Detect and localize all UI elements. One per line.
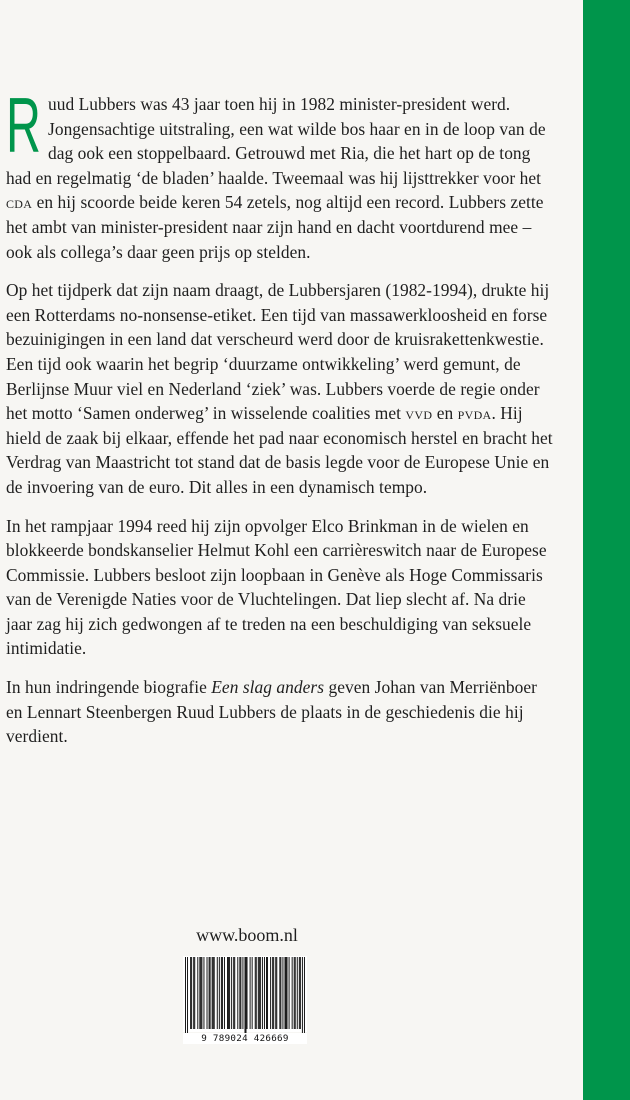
vvd-abbrev: vvd — [405, 403, 433, 424]
barcode-bar — [297, 957, 298, 1029]
barcode-bar — [275, 957, 276, 1029]
barcode-bar — [210, 957, 211, 1029]
barcode-bar — [295, 957, 296, 1029]
paragraph-2-text: Op het tijdperk dat zijn naam draagt, de Lubbersjaren (1982-1994), drukte hij een Rotterdams no-nonsense-etiket. Een tijd van massawerkloosheid en forse bezuinigingen in een land dat verscheurd werd door de kruisrakettenkwestie. Een tijd ook waarin het begrip ‘duurzame ontwikkeling’ werd gemunt, de Berlijnse Muur viel en Nederland ‘ziek’ was. Lubbers voerde de regie onder het motto ‘Samen onderweg’ in wisselende coalities met — [6, 280, 550, 424]
barcode-bar — [294, 957, 295, 1029]
barcode-bar — [259, 957, 260, 1029]
barcode-bar — [224, 957, 225, 1029]
barcode-bar — [287, 957, 288, 1029]
barcode-bar — [201, 957, 202, 1029]
barcode-bar — [228, 957, 229, 1029]
back-cover-blurb — [6, 81, 554, 763]
barcode-bar — [276, 957, 277, 1029]
barcode-bar — [237, 957, 238, 1029]
paragraph-4-text-end: geven Johan van Merriënboer en Lennart Steenbergen Ruud Lubbers de plaats in de geschiedenis die hij verdient. — [6, 677, 537, 747]
paragraph-2 — [6, 278, 554, 499]
barcode-bar — [300, 957, 301, 1029]
paragraph-3-text: In het rampjaar 1994 reed hij zijn opvolger Elco Brinkman in de wielen en blokkeerde bondskanselier Helmut Kohl een carrièreswitch naar de Europese Commissie. Lubbers besloot zijn loopbaan in Genève als Hoge Commissaris van de Verenigde Naties voor de Vluchtelingen. Dat liep slecht af. Na drie jaar zag hij zich gedwongen af te treden na een beschuldiging van seksuele intimidatie. — [6, 515, 547, 659]
barcode-bar — [289, 957, 290, 1029]
barcode-bar — [203, 957, 204, 1029]
barcode-bar — [292, 957, 293, 1029]
barcode-bar — [194, 957, 195, 1029]
barcode-bar — [286, 957, 287, 1029]
barcode-bar — [270, 957, 271, 1029]
paragraph-1-text: uud Lubbers was 43 jaar toen hij in 1982 minister-president werd. Jongensachtige uitstraling, een wat wilde bos haar en in de loop van de dag ook een stoppelbaard. Getrouwd met Ria, die het hart op de tong had en regelmatig ‘de bladen’ haalde. Tweemaal was hij lijsttrekker voor het — [6, 94, 546, 188]
barcode-bar — [240, 957, 241, 1029]
publisher-url[interactable]: www.boom.nl — [196, 925, 298, 945]
barcode-bar — [299, 957, 300, 1029]
barcode-bar — [219, 957, 220, 1029]
barcode-bar — [227, 957, 228, 1029]
paragraph-2-text-end: . Hij hield de zaak bij elkaar, effende het pad naar economisch herstel en bracht het Verdrag van Maastricht tot stand dat de basis legde voor de Europese Unie en de invoering van de euro. Dit alles in een dynamisch tempo. — [6, 403, 553, 497]
pvda-abbrev: pvda — [457, 403, 492, 424]
barcode-bar — [213, 957, 214, 1029]
barcode-bar — [233, 957, 234, 1029]
barcode-bar — [244, 957, 245, 1033]
isbn-number: 9 789024 426669 — [183, 1033, 307, 1044]
isbn-barcode — [183, 956, 307, 1044]
barcode-bar — [258, 957, 259, 1029]
book-title: Een slag anders — [211, 677, 325, 698]
barcode-bar — [212, 957, 213, 1029]
paragraph-1 — [6, 81, 554, 264]
barcode-bar — [267, 957, 268, 1029]
barcode-bar — [209, 957, 210, 1029]
publisher-footer — [183, 925, 307, 1044]
green-spine-stripe — [583, 0, 630, 1100]
paragraph-3 — [6, 514, 554, 662]
barcode-bar — [191, 957, 192, 1029]
barcode-bar — [273, 957, 274, 1029]
barcode-bar — [207, 957, 208, 1029]
barcode-bar — [187, 957, 188, 1033]
barcode-bar — [217, 957, 218, 1029]
barcode-bar — [302, 957, 303, 1033]
barcode-bar — [262, 957, 263, 1029]
barcode-bar — [239, 957, 240, 1029]
barcode-bar — [193, 957, 194, 1029]
barcode-bar — [214, 957, 215, 1029]
barcode-bar — [234, 957, 235, 1029]
barcode-bar — [272, 957, 273, 1029]
barcode-bar — [221, 957, 222, 1029]
barcode-bar — [199, 957, 200, 1029]
barcode-bar — [185, 957, 186, 1033]
barcode-bar — [252, 957, 253, 1029]
barcode-bar — [231, 957, 232, 1029]
barcode-bar — [190, 957, 191, 1029]
barcode-bar — [264, 957, 265, 1029]
barcode-bar — [284, 957, 285, 1029]
barcode-bar — [256, 957, 257, 1029]
barcode-bar — [222, 957, 223, 1029]
paragraph-2-conj: en — [432, 403, 458, 424]
barcode-bar — [229, 957, 230, 1029]
barcode-bar — [266, 957, 267, 1029]
barcode-bar — [246, 957, 247, 1033]
barcode-bar — [279, 957, 280, 1029]
barcode-bar — [260, 957, 261, 1029]
barcode-bar — [250, 957, 251, 1029]
barcode-bar — [197, 957, 198, 1029]
barcode-bar — [255, 957, 256, 1029]
barcode-bar — [200, 957, 201, 1029]
barcode-bar — [282, 957, 283, 1029]
drop-cap: R — [6, 81, 41, 169]
barcode-bar — [242, 957, 243, 1029]
paragraph-4-text: In hun indringende biografie — [6, 677, 212, 698]
cda-abbrev: cda — [6, 192, 33, 213]
paragraph-1-text-end: en hij scoorde beide keren 54 zetels, nog altijd een record. Lubbers zette het ambt van minister-president naar zijn hand en dacht voortdurend mee – ook als collega’s daar geen prijs op stelden. — [6, 192, 544, 262]
barcode-bar — [280, 957, 281, 1029]
barcode-bar — [247, 957, 248, 1029]
barcode-bar — [304, 957, 305, 1033]
barcode-bars — [185, 957, 305, 1033]
paragraph-4 — [6, 675, 554, 749]
